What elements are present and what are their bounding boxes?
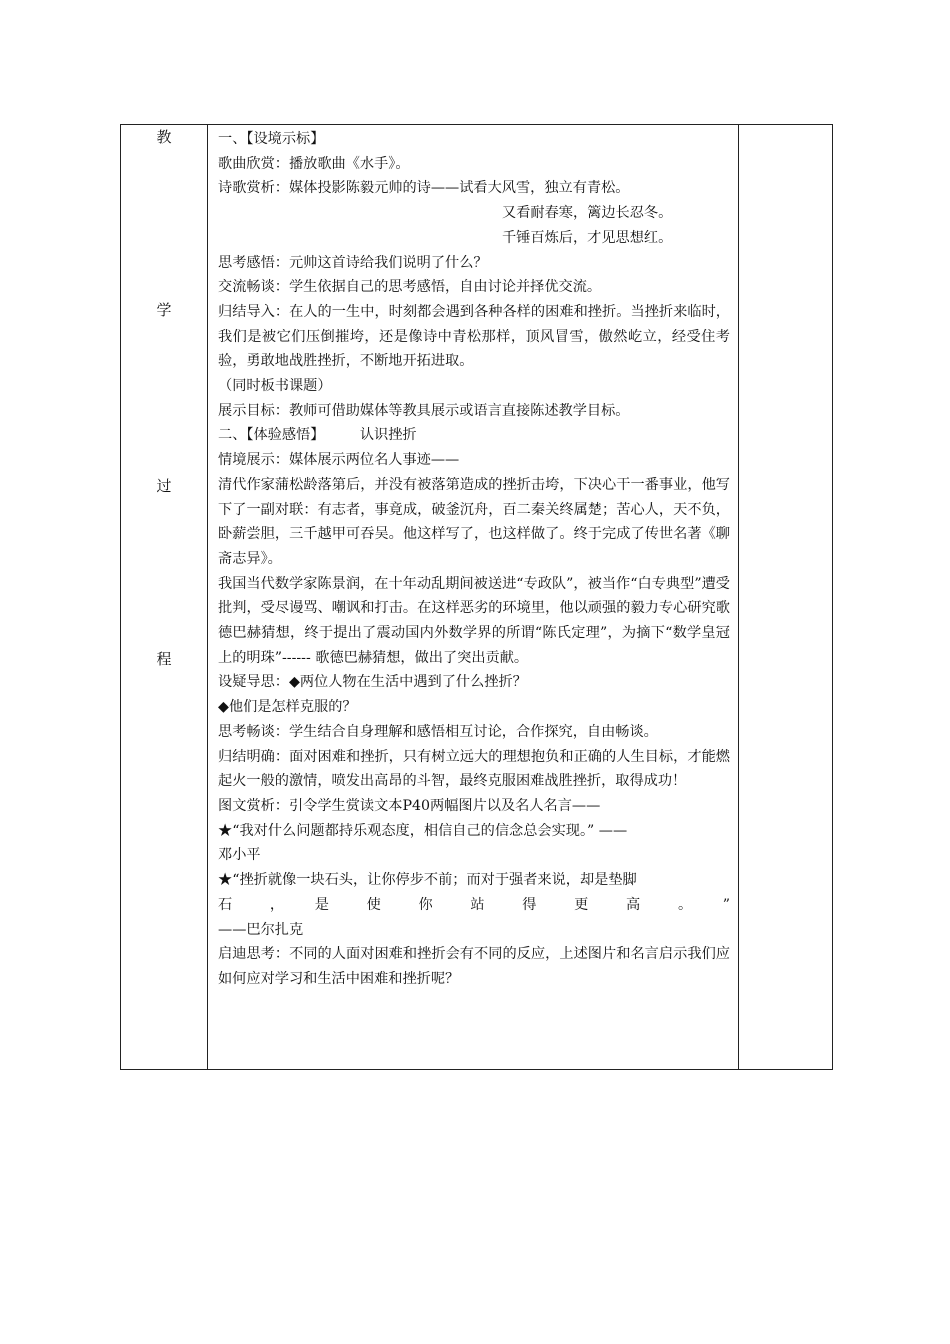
poem-line-1: 诗歌赏析：媒体投影陈毅元帅的诗——试看大风雪，独立有青松。 (218, 180, 630, 197)
lesson-content (218, 127, 730, 992)
chen-jingrun-paragraph: 我国当代数学家陈景润，在十年动乱期间被送进“专政队”，被当作“白专典型”遭受批判，受尽谩骂、嘲讽和打击。在这样恶劣的环境里，他以顽强的毅力专心研究歌德巴赫猜想，终于提出了震动国内外数学界的所谓“陈氏定理”，为摘下“数学皇冠上的明珠”------ 歌德巴赫猜想，做出了突出贡献。 (218, 575, 730, 666)
image-text-appreciation: 图文赏析：引令学生赏读文本P40两幅图片以及名人名言—— (218, 797, 601, 814)
guiding-question-2: ◆他们是怎样克服的？ (218, 699, 357, 716)
section-heading-2: 二、【体验感悟】 认识挫折 (218, 427, 417, 444)
poem-line-2: 又看耐春寒，篱边长忍冬。 (502, 205, 673, 222)
column-divider-left (207, 125, 208, 1069)
notes-column (739, 125, 832, 1069)
poem-line-3: 千锤百炼后，才见思想红。 (502, 229, 673, 246)
discussion-text: 交流畅谈：学生依据自己的思考感悟，自由讨论并择优交流。 (218, 279, 602, 296)
side-label-guo: 过 (156, 477, 172, 495)
quote-deng-author: 邓小平 (218, 847, 261, 864)
board-note: （同时板书课题） (218, 378, 332, 395)
pu-songling-paragraph: 清代作家蒲松龄落第后，并没有被落第造成的挫折击垮，下决心干一番事业，他写下了一副对联：有志者，事竟成，破釜沉舟，百二秦关终属楚；苦心人，天不负，卧薪尝胆，三千越甲可吞吴。他这样写了，也这样做了。终于完成了传世名著《聊斋志异》。 (218, 476, 730, 567)
side-label-cheng: 程 (156, 650, 172, 668)
conclusion-paragraph: 归结明确：面对困难和挫折，只有树立远大的理想抱负和正确的人生目标，才能燃起火一般的激情，喷发出高昂的斗智，最终克服困难战胜挫折，取得成功！ (218, 748, 730, 790)
quote-balzac-line: ★“挫折就像一块石头，让你停步不前；而对于强者来说，却是垫脚 (218, 872, 637, 889)
quote-balzac-line-2: 石 ， 是 使 你 站 得 更 高 。 ” (218, 896, 730, 913)
summary-intro-paragraph: 归结导入：在人的一生中，时刻都会遇到各种各样的困难和挫折。当挫折来临时，我们是被它们压倒摧垮，还是像诗中青松那样，顶风冒雪，傲然屹立，经受住考验，勇敢地战胜挫折，不断地开拓进取。 (218, 303, 730, 370)
section-heading-1: 一、【设境示标】 (218, 131, 325, 147)
quote-balzac-author: ——巴尔扎克 (218, 921, 304, 938)
objectives-text: 展示目标：教师可借助媒体等教具展示或语言直接陈述教学目标。 (218, 402, 630, 419)
thinking-discussion-paragraph: 思考畅谈：学生结合自身理解和感悟相互讨论，合作探究，自由畅谈。 (218, 723, 658, 740)
lesson-table (120, 124, 833, 1070)
scenario-intro: 情境展示：媒体展示两位名人事迹—— (218, 452, 460, 469)
side-label-jiao: 教 (156, 128, 172, 146)
quote-deng-line: ★“我对什么问题都持乐观态度，相信自己的信念总会实现。” —— (218, 822, 628, 839)
inspiration-paragraph: 启迪思考：不同的人面对困难和挫折会有不同的反应，上述图片和名言启示我们应如何应对学习和生活中困难和挫折呢？ (218, 946, 730, 987)
side-label-xue: 学 (156, 301, 172, 319)
song-appreciation: 歌曲欣赏：播放歌曲《水手》。 (218, 155, 410, 172)
guiding-question-1: 设疑导思：◆两位人物在生活中遇到了什么挫折？ (218, 674, 527, 691)
reflection-question: 思考感悟：元帅这首诗给我们说明了什么？ (218, 254, 488, 271)
